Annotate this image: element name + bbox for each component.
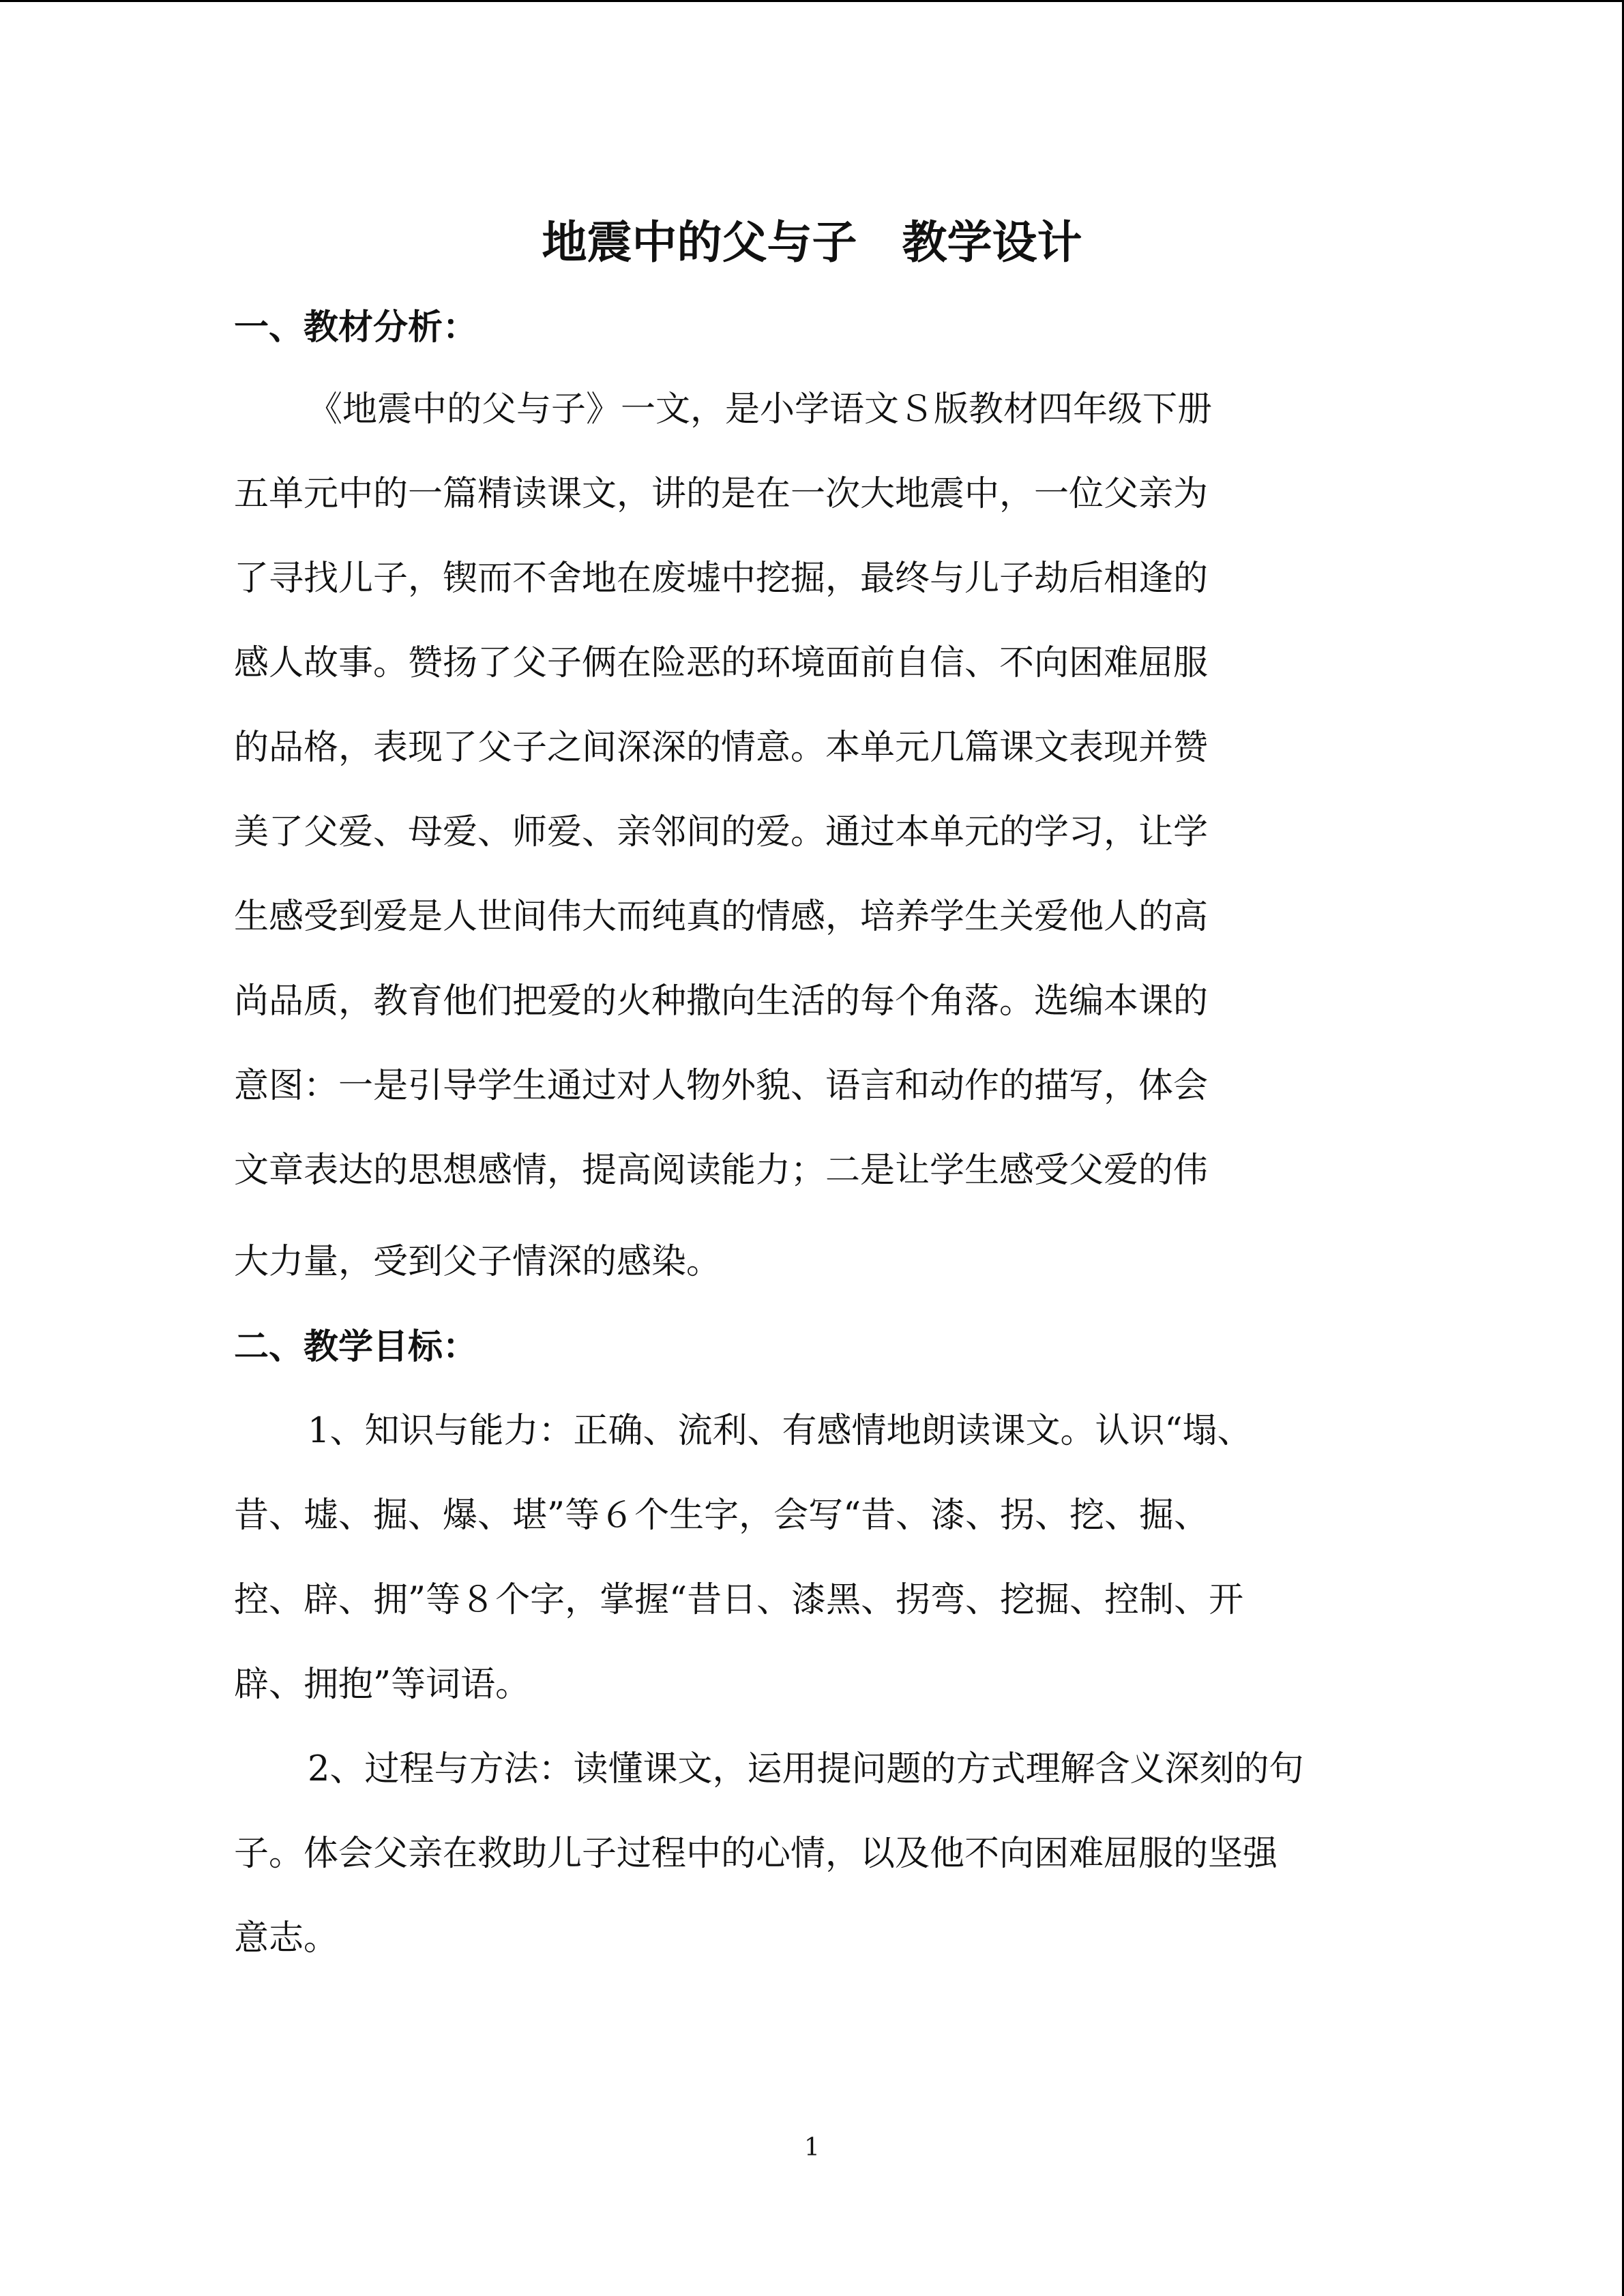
section-heading-analysis: 一、教材分析： <box>234 307 478 348</box>
page-number: 1 <box>804 2134 820 2162</box>
paragraph-line: 感人故事。赞扬了父子俩在险恶的环境面前自信、不向困难屈服 <box>234 643 1209 683</box>
paragraph-line: 五单元中的一篇精读课文，讲的是在一次大地震中，一位父亲为 <box>234 474 1209 514</box>
paragraph-line: 意图：一是引导学生通过对人物外貌、语言和动作的描写，体会 <box>234 1066 1209 1106</box>
page-border-top <box>0 0 1624 2</box>
paragraph-line: 控、辟、拥”等８个字，掌握“昔日、漆黑、拐弯、挖掘、控制、开 <box>234 1580 1244 1620</box>
paragraph-line: 的品格，表现了父子之间深深的情意。本单元几篇课文表现并赞 <box>234 728 1209 768</box>
paragraph-line: 生感受到爱是人世间伟大而纯真的情感，培养学生关爱他人的高 <box>234 897 1209 937</box>
paragraph-line: 《地震中的父与子》一文，是小学语文Ｓ版教材四年级下册 <box>308 389 1213 430</box>
paragraph-line: 了寻找儿子，锲而不舍地在废墟中挖掘，最终与儿子劫后相逢的 <box>234 558 1209 599</box>
paragraph-line: 大力量，受到父子情深的感染。 <box>234 1242 722 1282</box>
document-title: 地震中的父与子 教学设计 <box>542 215 1082 269</box>
paragraph-line: 美了父爱、母爱、师爱、亲邻间的爱。通过本单元的学习，让学 <box>234 812 1209 852</box>
paragraph-line: 意志。 <box>234 1918 339 1958</box>
paragraph-line: 子。体会父亲在救助儿子过程中的心情，以及他不向困难屈服的坚强 <box>234 1834 1278 1874</box>
section-heading-objectives: 二、教学目标： <box>234 1326 478 1367</box>
paragraph-line: 文章表达的思想感情，提高阅读能力；二是让学生感受父爱的伟 <box>234 1150 1209 1191</box>
paragraph-line: 1、知识与能力：正确、流利、有感情地朗读课文。认识“塌、 <box>308 1411 1252 1451</box>
paragraph-line: 昔、墟、掘、爆、堪”等６个生字，会写“昔、漆、拐、挖、掘、 <box>234 1495 1209 1536</box>
paragraph-line: 尚品质，教育他们把爱的火种撒向生活的每个角落。选编本课的 <box>234 981 1209 1022</box>
paragraph-line: 辟、拥抱”等词语。 <box>234 1665 531 1705</box>
paragraph-line: 2、过程与方法：读懂课文，运用提问题的方式理解含义深刻的句 <box>308 1749 1304 1789</box>
